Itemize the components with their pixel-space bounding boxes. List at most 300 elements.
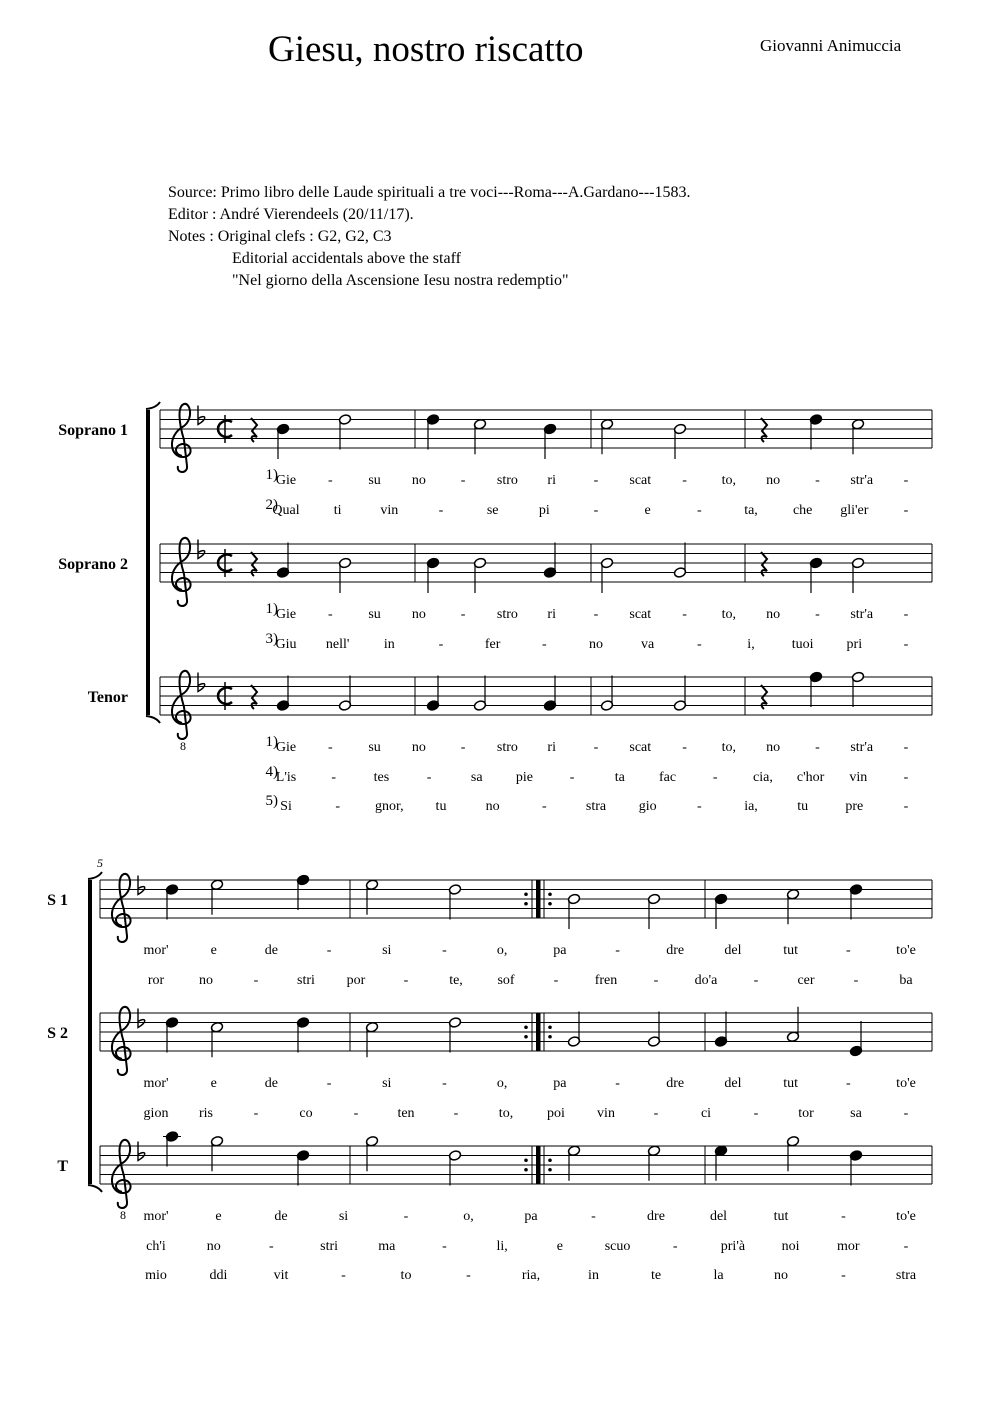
lyric-syllable: pa: [524, 1209, 538, 1224]
repeat-dot: [548, 1025, 552, 1029]
measure-number: 5: [97, 856, 103, 870]
half-note: [567, 1145, 580, 1181]
lyric-syllable: -: [672, 1238, 678, 1254]
lyric-syllable: -: [326, 1076, 332, 1091]
bracket-bottom-hook: [146, 716, 160, 723]
half-note: [338, 676, 351, 712]
lyric-syllable: -: [593, 740, 599, 755]
quarter-note: [849, 1150, 862, 1186]
verse-number: 1): [265, 601, 278, 617]
lyric-syllable: si: [382, 943, 392, 958]
lyric-syllable: -: [442, 1076, 447, 1091]
quarter-note: [714, 1145, 727, 1181]
lyric-syllable: -: [841, 1209, 846, 1224]
half-note: [600, 676, 613, 712]
lyric-syllable: no: [411, 473, 426, 488]
lyric-syllable: -: [327, 473, 333, 488]
lyric-syllable: to,: [721, 473, 737, 488]
half-note: [473, 676, 486, 712]
lyric-syllable: del: [709, 1209, 728, 1224]
lyric-syllable: -: [327, 607, 333, 622]
verse-number: 1): [265, 734, 278, 750]
treble-clef-icon: [112, 1140, 131, 1208]
lyric-syllable: str'a: [850, 740, 874, 755]
lyric-syllable: si: [338, 1209, 349, 1224]
lyric-syllable: scat: [629, 607, 652, 622]
lyric-syllable: su: [368, 607, 381, 622]
lyric-syllable: -: [341, 1268, 346, 1283]
lyric-syllable: tut: [773, 1209, 789, 1224]
lyric-syllable: del: [724, 1076, 742, 1091]
lyric-syllable: -: [442, 1238, 447, 1254]
flat-key-signature-icon: [198, 540, 205, 559]
half-note: [448, 1017, 461, 1053]
quarter-note: [296, 1150, 309, 1186]
lyric-syllable: no: [411, 740, 426, 755]
lyric-syllable: -: [335, 799, 340, 814]
lyric-syllable: -: [903, 607, 909, 622]
lyric-syllable: stri: [297, 972, 315, 988]
half-note: [851, 671, 864, 707]
lyric-syllable: to'e: [896, 1209, 916, 1224]
lyric-syllable: ba: [899, 972, 913, 988]
repeat-dot: [524, 892, 528, 896]
lyric-syllable: de: [264, 1076, 278, 1091]
lyric-syllable: fac: [658, 769, 677, 785]
quarter-note: [296, 874, 309, 910]
lyric-syllable: ri: [547, 473, 556, 488]
lyric-syllable: -: [453, 1105, 459, 1121]
verse-number: 5): [265, 793, 278, 809]
lyric-syllable: tes: [373, 769, 390, 785]
lyric-syllable: -: [845, 1076, 851, 1091]
verse-number: 3): [265, 630, 278, 647]
lyric-syllable: noi: [781, 1238, 800, 1254]
lyric-syllable: stro: [496, 740, 518, 755]
lyric-syllable: su: [368, 473, 381, 488]
staff-name: Soprano 2: [58, 556, 128, 573]
lyric-syllable: e: [556, 1238, 563, 1254]
lyric-syllable: mor: [837, 1238, 860, 1254]
lyric-syllable: do'a: [694, 972, 718, 988]
lyric-syllable: gio: [638, 799, 657, 814]
lyric-syllable: mio: [145, 1268, 167, 1283]
lyric-syllable: ris: [199, 1105, 213, 1121]
lyric-syllable: no: [766, 473, 781, 488]
half-note: [673, 543, 686, 579]
notes-line: Notes : Original clefs : G2, G2, C3: [168, 228, 392, 245]
lyric-syllable: tu: [435, 799, 447, 814]
quarter-note: [276, 543, 289, 579]
staff-name: Tenor: [87, 689, 128, 706]
lyric-syllable: -: [326, 943, 332, 958]
lyric-syllable: str'a: [850, 607, 874, 622]
half-note: [673, 423, 686, 459]
lyric-syllable: no: [589, 636, 603, 652]
lyric-syllable: in: [588, 1268, 599, 1283]
verse-number: 4): [265, 763, 278, 780]
lyric-syllable: vin: [597, 1105, 615, 1121]
lyric-syllable: -: [845, 943, 851, 958]
lyric-syllable: ti: [333, 502, 342, 518]
lyric-syllable: tut: [783, 943, 798, 958]
lyric-syllable: -: [466, 1268, 471, 1283]
lyric-syllable: tut: [783, 1076, 798, 1091]
lyric-syllable: ia,: [744, 799, 758, 814]
lyric-syllable: Qual: [272, 502, 300, 518]
lyric-syllable: ria,: [521, 1268, 541, 1283]
lyric-syllable: -: [815, 740, 820, 755]
quarter-note: [426, 676, 439, 712]
quarter-note: [543, 676, 556, 712]
lyric-syllable: -: [815, 473, 820, 488]
lyric-syllable: dre: [647, 1209, 665, 1224]
repeat-dot: [524, 1158, 528, 1162]
lyric-syllable: -: [253, 1105, 259, 1121]
half-note: [567, 893, 580, 929]
lyric-syllable: che: [792, 502, 813, 518]
lyric-syllable: scat: [629, 740, 652, 755]
lyric-syllable: Si: [280, 799, 292, 814]
quarter-note: [296, 1017, 309, 1053]
lyric-syllable: Gie: [275, 740, 297, 755]
quarter-note: [163, 1131, 181, 1167]
lyric-syllable: Gie: [275, 607, 297, 622]
staff-name: Soprano 1: [58, 422, 128, 439]
staff-name: T: [57, 1158, 68, 1175]
lyric-syllable: -: [442, 943, 447, 958]
lyric-syllable: no: [766, 740, 781, 755]
lyric-syllable: e: [644, 502, 651, 518]
lyric-syllable: pie: [515, 769, 534, 785]
lyric-syllable: -: [903, 636, 909, 652]
lyric-syllable: -: [253, 972, 259, 988]
lyric-syllable: mor': [143, 1209, 169, 1224]
lyric-syllable: -: [269, 1238, 274, 1254]
half-note: [851, 418, 864, 454]
repeat-dot: [524, 1025, 528, 1029]
half-note: [647, 1145, 660, 1181]
quarter-note: [849, 1021, 862, 1057]
half-note: [600, 418, 613, 454]
octave-eight-marker: 8: [120, 1208, 126, 1222]
repeat-dot: [548, 1035, 552, 1039]
composer-name: Giovanni Animuccia: [760, 36, 902, 55]
lyric-syllable: pri'à: [720, 1238, 746, 1254]
lyric-syllable: e: [215, 1209, 222, 1224]
flat-key-signature-icon: [138, 876, 145, 895]
lyric-syllable: o,: [496, 1076, 508, 1091]
lyric-syllable: stri: [320, 1238, 339, 1254]
lyric-syllable: -: [682, 607, 687, 622]
lyric-syllable: -: [753, 1105, 759, 1121]
lyric-syllable: -: [653, 1105, 659, 1121]
lyric-syllable: -: [682, 740, 687, 755]
lyric-syllable: -: [841, 1268, 846, 1283]
lyric-syllable: -: [696, 636, 702, 652]
lyric-syllable: tu: [797, 799, 809, 814]
lyric-syllable: -: [593, 607, 599, 622]
half-note: [365, 1021, 378, 1057]
lyric-syllable: vit: [273, 1268, 289, 1283]
lyric-syllable: ri: [547, 740, 556, 755]
lyric-syllable: -: [541, 799, 547, 814]
lyric-syllable: -: [696, 502, 702, 518]
notes-accidentals: Editorial accidentals above the staff: [232, 250, 461, 267]
lyric-syllable: te: [650, 1268, 662, 1283]
lyric-syllable: -: [903, 1238, 909, 1254]
lyric-syllable: -: [541, 636, 547, 652]
lyric-syllable: sof: [497, 972, 515, 988]
repeat-dot: [524, 902, 528, 906]
quarter-note: [714, 893, 727, 929]
lyric-syllable: de: [274, 1209, 288, 1224]
lyric-syllable: no: [766, 607, 781, 622]
lyric-syllable: to'e: [896, 943, 916, 958]
page-title: Giesu, nostro riscatto: [268, 29, 584, 70]
lyric-syllable: ta: [614, 769, 625, 785]
lyric-syllable: la: [713, 1268, 724, 1283]
lyric-syllable: -: [553, 972, 559, 988]
treble-clef-icon: [112, 1007, 131, 1075]
lyric-syllable: -: [460, 607, 466, 622]
lyric-syllable: li,: [496, 1238, 508, 1254]
lyric-syllable: scuo: [604, 1238, 631, 1254]
quarter-note: [426, 557, 439, 593]
half-note: [338, 414, 351, 450]
lyric-syllable: fer: [484, 636, 501, 652]
repeat-dot: [548, 892, 552, 896]
lyric-syllable: -: [903, 799, 909, 814]
flat-key-signature-icon: [198, 673, 205, 692]
lyric-syllable: tor: [798, 1105, 814, 1121]
lyric-syllable: -: [615, 943, 620, 958]
quarter-note: [165, 1017, 178, 1053]
lyric-syllable: sa: [850, 1105, 862, 1121]
half-note: [210, 879, 223, 915]
flat-key-signature-icon: [198, 406, 205, 425]
lyric-syllable: stro: [496, 607, 518, 622]
lyric-syllable: de: [264, 943, 278, 958]
lyric-syllable: -: [591, 1209, 596, 1224]
lyric-syllable: del: [724, 943, 742, 958]
lyric-syllable: -: [593, 473, 599, 488]
lyric-syllable: te,: [449, 972, 463, 988]
half-note: [851, 557, 864, 593]
lyric-syllable: -: [903, 502, 909, 518]
lyric-syllable: pi: [538, 502, 550, 518]
lyric-syllable: no: [485, 799, 500, 814]
lyric-syllable: o,: [463, 1209, 474, 1224]
lyric-syllable: to,: [721, 607, 737, 622]
lyric-syllable: ten: [397, 1105, 415, 1121]
repeat-dot: [524, 1035, 528, 1039]
lyric-syllable: -: [903, 1105, 909, 1121]
quarter-note: [714, 1012, 727, 1048]
lyric-syllable: -: [438, 502, 444, 518]
lyric-syllable: gnor,: [375, 799, 404, 814]
verse-number: 1): [265, 467, 278, 483]
lyric-syllable: ma: [378, 1238, 396, 1254]
lyric-syllable: no: [206, 1238, 221, 1254]
lyric-syllable: pri: [846, 636, 863, 652]
repeat-dot: [524, 1168, 528, 1172]
half-note: [567, 1012, 580, 1048]
lyric-syllable: -: [753, 972, 759, 988]
lyric-syllable: sa: [470, 769, 483, 785]
quarter-note: [165, 884, 178, 920]
lyric-syllable: tuoi: [791, 636, 814, 652]
lyric-syllable: in: [383, 636, 395, 652]
bracket-top-hook: [88, 872, 102, 879]
lyric-syllable: -: [331, 769, 337, 785]
half-note: [448, 884, 461, 920]
quarter-note: [543, 543, 556, 579]
source-line: Source: Primo libro delle Laude spirituali a tre voci---Roma---A.Gardano---1583.: [168, 184, 691, 201]
lyric-syllable: -: [696, 799, 702, 814]
lyric-syllable: co: [299, 1105, 313, 1121]
repeat-dot: [548, 1168, 552, 1172]
lyric-syllable: -: [327, 740, 333, 755]
lyric-syllable: pa: [553, 943, 567, 958]
lyric-syllable: to,: [498, 1105, 514, 1121]
lyric-syllable: cer: [797, 972, 815, 988]
lyric-syllable: mor': [143, 1076, 169, 1091]
lyric-syllable: se: [486, 502, 499, 518]
lyric-syllable: -: [815, 607, 820, 622]
lyric-syllable: -: [438, 636, 444, 652]
lyric-syllable: ta,: [744, 502, 758, 518]
flat-key-signature-icon: [138, 1009, 145, 1028]
half-note: [473, 557, 486, 593]
lyric-syllable: ddi: [209, 1268, 228, 1283]
lyric-syllable: -: [682, 473, 687, 488]
half-note: [210, 1135, 223, 1171]
lyric-syllable: por: [346, 972, 366, 988]
lyric-syllable: -: [712, 769, 718, 785]
lyric-syllable: no: [774, 1268, 788, 1283]
treble-clef-icon: [112, 874, 131, 942]
lyric-syllable: -: [353, 1105, 359, 1121]
lyric-syllable: cia,: [753, 769, 773, 785]
half-note: [448, 1150, 461, 1186]
half-note: [210, 1021, 223, 1057]
lyric-syllable: -: [593, 502, 599, 518]
octave-eight-marker: 8: [180, 739, 186, 753]
half-note: [786, 1135, 799, 1171]
lyric-syllable: to: [400, 1268, 412, 1283]
lyric-syllable: -: [460, 740, 466, 755]
lyric-syllable: e: [210, 943, 217, 958]
lyric-syllable: si: [382, 1076, 392, 1091]
lyric-syllable: vin: [849, 769, 868, 785]
half-note: [365, 879, 378, 915]
lyric-syllable: Giu: [275, 636, 297, 652]
lyric-syllable: dre: [666, 1076, 685, 1091]
lyric-syllable: str'a: [850, 473, 874, 488]
lyric-syllable: ri: [547, 607, 556, 622]
half-note: [365, 1135, 378, 1171]
lyric-syllable: to,: [721, 740, 737, 755]
bracket-top-hook: [146, 402, 160, 409]
half-note: [338, 557, 351, 593]
lyric-syllable: -: [903, 769, 909, 785]
lyric-syllable: -: [460, 473, 466, 488]
quarter-note: [543, 423, 556, 459]
repeat-dot: [548, 902, 552, 906]
bracket-bottom-hook: [88, 1185, 102, 1192]
quarter-note: [276, 676, 289, 712]
lyric-syllable: e: [210, 1076, 217, 1091]
lyric-syllable: no: [411, 607, 426, 622]
lyric-syllable: -: [615, 1076, 620, 1091]
half-note: [647, 893, 660, 929]
lyric-syllable: stra: [895, 1268, 917, 1283]
quarter-note: [276, 423, 289, 459]
treble-clef-icon: [172, 538, 191, 606]
half-note: [600, 557, 613, 593]
editor-line: Editor : André Vierendeels (20/11/17).: [168, 206, 414, 223]
quarter-note: [809, 557, 822, 593]
quarter-note: [849, 884, 862, 920]
lyric-syllable: -: [403, 1209, 409, 1224]
notes-feast: "Nel giorno della Ascensione Iesu nostra redemptio": [232, 272, 569, 289]
lyric-syllable: ch'i: [146, 1238, 166, 1254]
lyric-syllable: i,: [747, 636, 755, 652]
lyric-syllable: -: [569, 769, 575, 785]
flat-key-signature-icon: [138, 1142, 145, 1161]
half-note: [786, 1007, 799, 1043]
half-note: [647, 1012, 660, 1048]
lyric-syllable: pre: [845, 799, 864, 814]
treble-clef-icon: [172, 404, 191, 472]
lyric-syllable: ror: [147, 972, 165, 988]
half-note: [786, 888, 799, 924]
staff-name: S 1: [47, 892, 68, 909]
lyric-syllable: c'hor: [796, 769, 825, 785]
lyric-syllable: ci: [700, 1105, 712, 1121]
lyric-syllable: no: [199, 972, 213, 988]
lyric-syllable: o,: [496, 943, 508, 958]
lyric-syllable: stro: [496, 473, 518, 488]
lyric-syllable: gion: [143, 1105, 169, 1121]
lyric-syllable: -: [903, 473, 909, 488]
quarter-note: [426, 414, 439, 450]
lyric-syllable: poi: [547, 1105, 565, 1121]
lyric-syllable: -: [903, 740, 909, 755]
lyric-syllable: dre: [666, 943, 685, 958]
half-note: [473, 418, 486, 454]
lyric-syllable: fren: [594, 972, 618, 988]
lyric-syllable: pa: [553, 1076, 567, 1091]
lyric-syllable: to'e: [896, 1076, 916, 1091]
repeat-dot: [548, 1158, 552, 1162]
lyric-syllable: stra: [585, 799, 607, 814]
lyric-syllable: -: [853, 972, 859, 988]
lyric-syllable: vin: [380, 502, 399, 518]
lyric-syllable: gli'er: [840, 502, 869, 518]
verse-number: 2): [265, 496, 278, 513]
quarter-note: [809, 671, 822, 707]
lyric-syllable: L'is: [275, 769, 297, 785]
quarter-note: [809, 414, 822, 450]
lyric-syllable: scat: [629, 473, 652, 488]
lyric-syllable: -: [426, 769, 432, 785]
lyric-syllable: va: [641, 636, 655, 652]
lyric-syllable: -: [653, 972, 659, 988]
lyric-syllable: mor': [143, 943, 169, 958]
lyric-syllable: -: [403, 972, 409, 988]
